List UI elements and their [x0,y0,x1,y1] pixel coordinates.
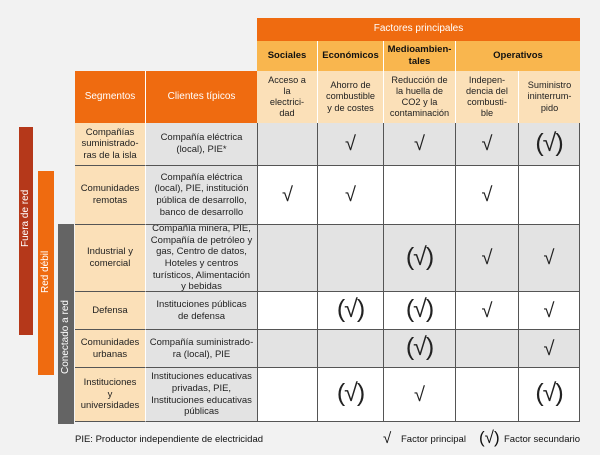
band-conectado-a-red-label: Conectado a red [60,300,71,374]
band-red-debil-label: Red débil [40,250,51,293]
band-fuera-de-red-label: Fuera de red [20,189,31,247]
secondary-check-icon: (√) [535,128,563,157]
primary-check-icon: √ [414,383,425,406]
group-economicos: Económicos [317,41,383,71]
segment-cell: Compañías suministrado- ras de la isla [75,123,145,166]
mark-cell [455,292,518,330]
group-sociales: Sociales [257,41,317,71]
mark-cell [317,166,383,225]
primary-check-icon: √ [345,133,356,155]
mark-cell [383,166,455,225]
segment-cell: Comunidades remotas [75,166,145,225]
mark-cell [455,123,518,166]
mark-cell [518,368,580,422]
group-operativos: Operativos [455,41,580,71]
band-fuera-de-red [19,127,33,335]
primary-check-icon: √ [481,247,493,269]
subfactor-independencia: Indepen- dencia del combusti- ble [455,71,518,123]
secondary-check-icon: (√) [405,333,434,361]
primary-check-icon: √ [481,133,493,155]
clients-cell: Compañía suministrado- ra (local), PIE [145,330,257,368]
primary-check-icon: √ [414,133,425,155]
band-red-debil [38,171,54,375]
clients-cell: Instituciones públicas de defensa [145,292,257,330]
segment-cell: Comunidades urbanas [75,330,145,368]
secondary-check-icon: (√) [535,379,563,407]
mark-cell [518,292,580,330]
mark-cell [383,368,455,422]
band-conectado-a-red [58,224,74,424]
footer-note: PIE: Productor independiente de electricidad [75,434,264,445]
clients-cell: Compañía eléctrica (local), PIE, institución pública de desarrollo, banco de desarrollo [145,166,257,225]
mark-cell [455,330,518,368]
mark-cell [383,292,455,330]
clients-cell: Compañía minera, PIE, Compañía de petróleo y gas, Centro de datos, Hoteles y centros turísticos, Alimentación y bebidas [145,225,257,292]
clients-cell: Instituciones educativas privadas, PIE, Instituciones educativas públicas [145,368,257,422]
mark-cell [257,330,317,368]
mark-cell [317,225,383,292]
primary-check-icon: √ [481,184,493,206]
mark-cell [257,123,317,166]
mark-cell [383,225,455,292]
legend-primary-label: Factor principal [401,434,466,445]
mark-cell [317,292,383,330]
segment-cell: Industrial y comercial [75,225,145,292]
mark-cell [455,368,518,422]
subfactor-co2: Reducción de la huella de CO2 y la contaminación [383,71,455,123]
mark-cell [317,330,383,368]
mark-cell [257,166,317,225]
mark-cell [383,123,455,166]
primary-check-icon: √ [345,184,356,206]
mark-cell [317,368,383,422]
group-medioambientales: Medioambien- tales [383,41,455,71]
mark-cell [518,123,580,166]
legend-primary-icon: √ [383,430,392,447]
mark-cell [257,292,317,330]
mark-cell [455,225,518,292]
header-factores-principales: Factores principales [257,18,580,41]
mark-cell [518,330,580,368]
segment-cell: Instituciones y universidades [75,368,145,422]
mark-cell [317,123,383,166]
primary-check-icon: √ [481,299,493,322]
subfactor-suministro: Suministro ininterrum- pido [518,71,580,123]
primary-check-icon: √ [282,184,293,206]
secondary-check-icon: (√) [405,242,434,271]
header-clientes: Clientes típicos [145,71,257,123]
clients-cell: Compañía eléctrica (local), PIE* [145,123,257,166]
legend-secondary-label: Factor secundario [504,434,581,445]
subfactor-acceso: Acceso a la electrici- dad [257,71,317,123]
legend-secondary-icon: (√) [479,428,500,447]
primary-check-icon: √ [543,299,555,322]
subfactor-ahorro: Ahorro de combustible y de costes [317,71,383,123]
mark-cell [518,166,580,225]
mark-cell [383,330,455,368]
secondary-check-icon: (√) [336,379,365,407]
mark-cell [518,225,580,292]
mark-cell [257,368,317,422]
header-segmentos: Segmentos [75,71,145,123]
primary-check-icon: √ [543,337,555,360]
secondary-check-icon: (√) [405,295,434,323]
mark-cell [257,225,317,292]
primary-check-icon: √ [543,247,555,269]
segment-cell: Defensa [75,292,145,330]
secondary-check-icon: (√) [336,295,365,323]
mark-cell [455,166,518,225]
